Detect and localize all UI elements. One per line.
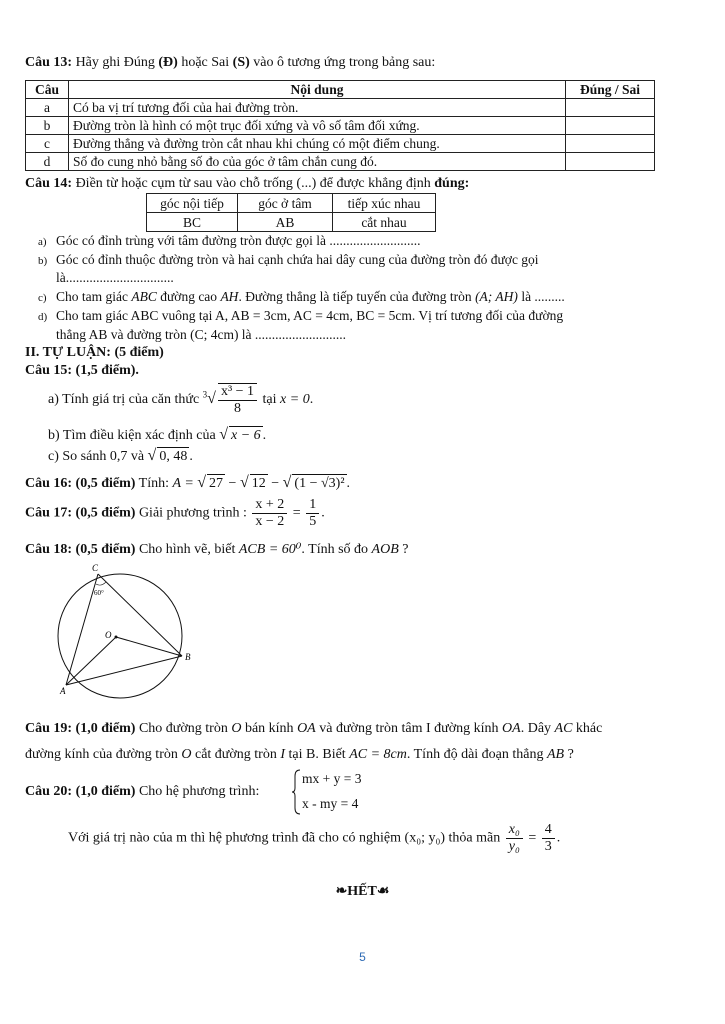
q14-word-table [146, 193, 436, 232]
table-row: c Đường thẳng và đường tròn cắt nhau khi chúng có một điểm chung. [26, 135, 655, 153]
header-cau: Câu [26, 81, 69, 99]
table-row: a Có ba vị trí tương đối của hai đường tròn. [26, 99, 655, 117]
answer-cell[interactable] [566, 153, 655, 171]
section-2-title: II. TỰ LUẬN: (5 điểm) [25, 345, 164, 360]
q14-item-d-cont: thẳng AB và đường tròn (C; 4cm) là ........................... [56, 327, 347, 342]
q13-table [25, 80, 655, 171]
q14-item-c: c) Cho tam giác ABC đường cao AH. Đường thẳng là tiếp tuyến của đường tròn (A; AH) là ......... [38, 289, 565, 304]
q15-heading: Câu 15: (1,5 điểm). [25, 363, 139, 378]
q15-c: c) So sánh 0,7 và √ 0, 48 . [48, 447, 193, 464]
q14-item-d: d) Cho tam giác ABC vuông tại A, AB = 3cm, AC = 4cm, BC = 5cm. Vị trí tương đối của đường [38, 308, 564, 323]
table-row: b Đường tròn là hình có một trục đối xứng và vô số tâm đối xứng. [26, 117, 655, 135]
segment-oa [66, 637, 116, 685]
answer-cell[interactable] [566, 117, 655, 135]
q14-item-a: a) Góc có đỉnh trùng với tâm đường tròn được gọi là ........................... [38, 233, 421, 248]
q19-line1: Câu 19: (1,0 điểm) Cho đường tròn O bán kính OA và đường tròn tâm I đường kính OA. Dây AC khác [25, 721, 603, 736]
q20-line2: Với giá trị nào của m thì hệ phương trình đã cho có nghiệm (x₀; y₀) thỏa mãn $\frac{\text{x₀}}{\text{y₀}}$ = $\frac{4}{3}$ . [68, 822, 561, 854]
table-header-row [26, 81, 655, 99]
label-angle: 60° [94, 589, 104, 597]
circle-figure [30, 560, 210, 700]
label-a: A [60, 686, 66, 696]
page-number: 5 [359, 950, 366, 964]
equation-2: x - my = 4 [302, 796, 359, 811]
label-b: B [185, 652, 191, 662]
q16: Câu 16: (0,5 điểm) Tính: A = √ 27 − √ 12 − √ (1 − √3)² . [25, 474, 351, 491]
q14-item-b-cont: là................................ [56, 270, 174, 285]
equation-1: mx + y = 3 [302, 771, 362, 786]
label-o: O [105, 630, 112, 640]
q14-heading: Câu 14: Điền từ hoặc cụm từ sau vào chỗ trống (...) để được khẳng định đúng: [25, 176, 470, 191]
table-row: d Số đo cung nhỏ bằng số đo của góc ở tâm chắn cung đó. [26, 153, 655, 171]
q20-heading: Câu 20: (1,0 điểm) Cho hệ phương trình: [25, 784, 260, 799]
q14-item-b: b) Góc có đỉnh thuộc đường tròn và hai cạnh chứa hai dây cung của đường tròn đó được gọi [38, 252, 539, 267]
q17: Câu 17: (0,5 điểm) Giải phương trình : $\frac{x + 2}{x - 2}$ = $\frac{1}{5}$ . [25, 497, 325, 529]
q15-b: b) Tìm điều kiện xác định của √ x − 6 . [48, 426, 267, 443]
q18-heading: Câu 18: (0,5 điểm) Cho hình vẽ, biết ACB = 60⁰. Tính số đo AOB ? [25, 542, 409, 557]
q13-heading: Câu 13: Hãy ghi Đúng (Đ) hoặc Sai (S) vào ô tương ứng trong bảng sau: [25, 55, 436, 70]
circle [58, 574, 182, 698]
q19-line2: đường kính của đường tròn O cắt đường tròn I tại B. Biết AC = 8cm. Tính độ dài đoạn thẳng AB ? [25, 747, 574, 762]
header-noi-dung: Nội dung [69, 81, 566, 99]
answer-cell[interactable] [566, 135, 655, 153]
header-dung-sai: Đúng / Sai [566, 81, 655, 99]
answer-cell[interactable] [566, 99, 655, 117]
table-row: BC AB cắt nhau [147, 213, 436, 232]
q15-a: a) Tính giá trị của căn thức $^3$√ $\frac{\text{x³ − 1}}{8}$ tại x = 0. [48, 384, 314, 416]
table-row: góc nội tiếp góc ở tâm tiếp xúc nhau [147, 194, 436, 213]
angle-arc [96, 582, 106, 585]
center-point [115, 636, 118, 639]
segment-ab [66, 656, 182, 685]
label-c: C [92, 563, 99, 573]
end-marker: ❧HẾT☙ [335, 884, 390, 899]
system-brace [291, 768, 301, 816]
